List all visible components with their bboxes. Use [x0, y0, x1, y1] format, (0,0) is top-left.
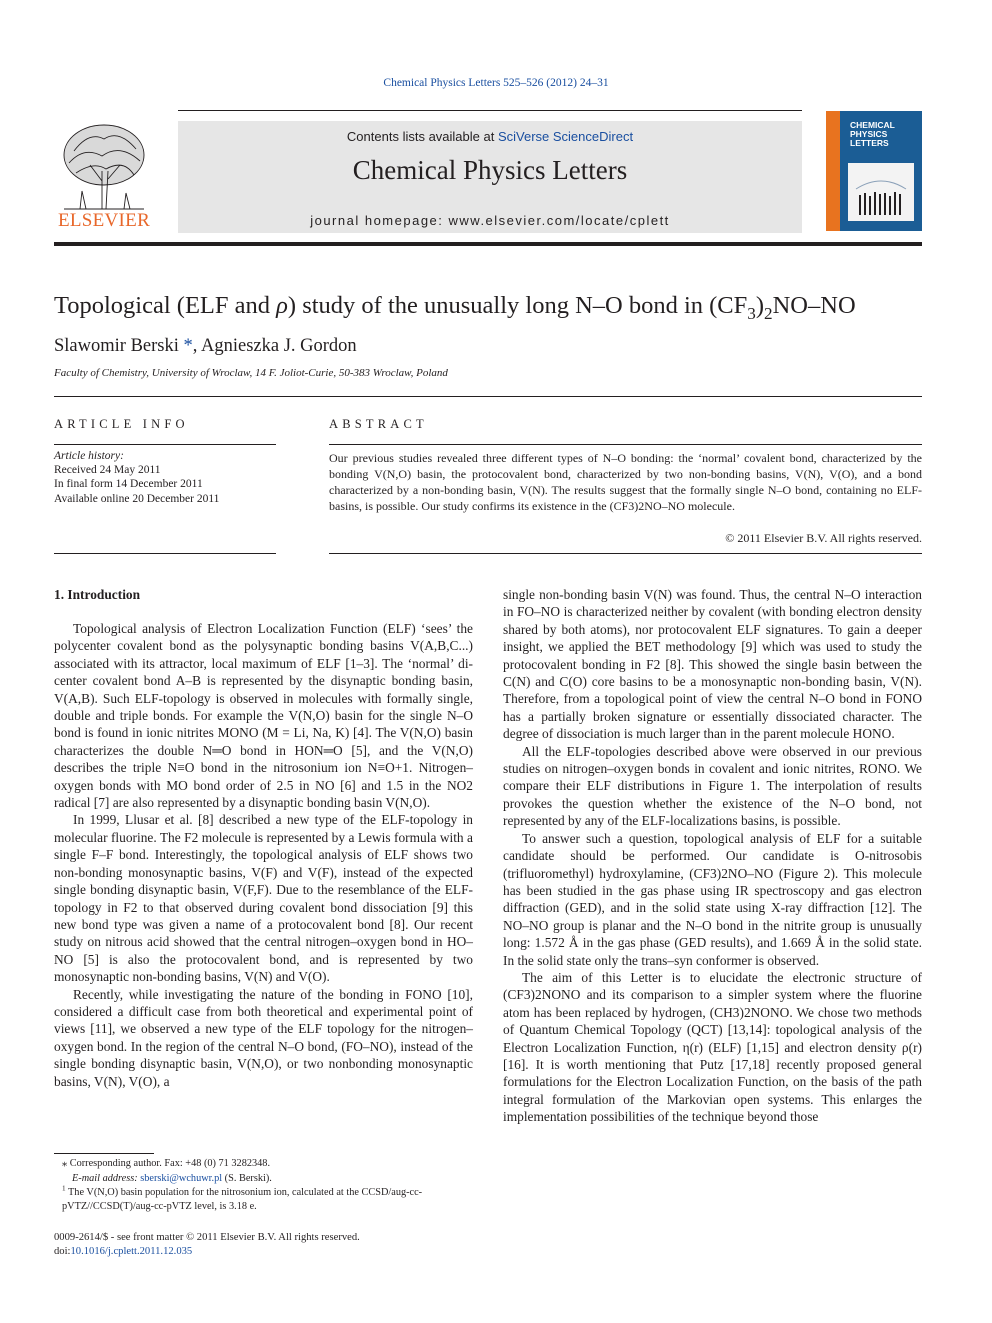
header-rule: [178, 110, 802, 111]
abstract-rule: [329, 444, 922, 445]
author-name: Slawomir Berski: [54, 336, 179, 356]
article-info-rule: [54, 444, 276, 445]
email-note: E-mail address: sberski@wchuwr.pl (S. Berski).: [72, 1173, 272, 1185]
body-column-right: [503, 586, 922, 1126]
section-heading: 1. Introduction: [54, 587, 141, 602]
issn-line: 0009-2614/$ - see front matter © 2011 Elsevier B.V. All rights reserved.: [54, 1232, 360, 1243]
abstract-text: Our previous studies revealed three different types of N–O bonding: the ‘normal’ covalent bond, characterized by the bonding V(N,O) basin, the protocovalent bond, characterized by two non-bonding basins, V(N), V(O), and a bond characterized by a non-bonding basin, V(N). The results suggest that the formally single N–O bond, containing no ELF-basins, is possible. Our study confirms its existence in the (CF3)2NO–NO molecule.: [329, 451, 922, 514]
paragraph: The aim of this Letter is to elucidate the electronic structure of (CF3)2NONO and its comparison to a simpler system where the fluorine atom has been replaced by hydrogen, (CH3)2NONO. We chose two methods of Quantum Chemical Topology (QCT) [13,14]: topological analysis of the Electron Localization Function, η(r) (ELF) [1,15] and electron density ρ(r) [16]. It is worth mentioning that Putz [17,18] recently proposed general formulations for the Electron Localization Function, on the basis of the path integral formulation of the Markovian open systems. This enlarges the implementation possibilities of the technique beyond those: [503, 969, 922, 1125]
paragraph: In 1999, Llusar et al. [8] described a new type of the ELF-topology in molecular fluorine. The F2 molecule is represented by a Lewis formula with a single F–F bond. Interestingly, the topological analysis of ELF shows two non-bonding monosynaptic basins, V(F) and V(F), instead of the expected single bonding disynaptic basin, V(F,F). Due to the resemblance of the ELF-topology in F2 to that observed during covalent bond dissociation [9] this new bond type was given a name of a protocovalent bond [8]. Our recent study on nitrous acid showed that the central nitrogen–oxygen bond in HO–NO [5] is also the protocovalent bond, and is represented by two monosynaptic non-bonding basins, V(N) and V(O).: [54, 812, 473, 985]
footnote-rule: [54, 1153, 154, 1154]
paragraph: Topological analysis of Electron Localization Function (ELF) ‘sees’ the polycenter covalent bond as the polysynaptic bonding basins V(A,B,C...) associated with its attractor, local maximum of ELF [1–3]. The ‘normal’ di-center covalent bond A–B is represented by the disynaptic bonding basin, V(A,B). Such ELF-topology is observed in molecules with formally single, double and triple bonds. For example the V(N,O) basin for the single N–O bond is found in ionic nitrites MONO (M = Li, Na, K) [4]. The V(N,O) basin characterizes the double N═O bond in HON═O [5], and the V(N,O) describes the triple N≡O bond in the nitrosonium ion N≡O+1. Nitrogen–oxygen bonds with MO bond order of 2.5 in NO [6] and 1.5 in the NO2 radical [7] are also represented by a disynaptic bonding basin V(N,O).: [54, 621, 473, 811]
journal-title: Chemical Physics Letters: [352, 155, 628, 185]
cover-strip: [826, 111, 840, 231]
body-column-left: [54, 620, 473, 1090]
author-list: Slawomir Berski *, Agnieszka J. Gordon: [54, 336, 357, 356]
revised-date: In final form 14 December 2011: [54, 478, 203, 491]
footnote-1: $^1$ The V(N,O) basin population for the nitrosonium ion, calculated at the CCSD/aug-cc-pVTZ//CCSD(T)/aug-cc-pVTZ level, is 3.18 e.: [62, 1184, 423, 1212]
footnotes: [54, 1156, 473, 1213]
email-link[interactable]: sberski@wchuwr.pl: [140, 1173, 223, 1185]
doi-link[interactable]: 10.1016/j.cplett.2011.12.035: [70, 1246, 193, 1257]
cover-title: CHEMICAL PHYSICS LETTERS: [850, 120, 895, 148]
contents-prefix: Contents lists available at: [346, 129, 498, 144]
abstract-bottom-rule: [329, 553, 922, 554]
paragraph: Recently, while investigating the nature of the bonding in FONO [10], considered a difficult case from both theoretical and experimental point of views [11], we observed a new type of the ELF topology for the nitrogen–oxygen bond. In the region of the central N–O bond, (FO–NO), instead of the single bonding disynaptic basin, V(N,O), or two nonbonding monosynaptic basins, V(N), V(O), a: [54, 986, 473, 1089]
journal-banner: [178, 121, 802, 233]
article-info-bottom-rule: [54, 553, 276, 554]
journal-homepage[interactable]: journal homepage: www.elsevier.com/locate/cplett: [310, 213, 670, 228]
cover-graphic: [848, 163, 914, 221]
doi-line: doi:10.1016/j.cplett.2011.12.035: [54, 1246, 193, 1257]
journal-reference[interactable]: Chemical Physics Letters 525–526 (2012) 24–31: [383, 77, 609, 89]
elsevier-wordmark: ELSEVIER: [57, 210, 151, 231]
article-history: [54, 449, 276, 506]
sciencedirect-link[interactable]: SciVerse ScienceDirect: [497, 129, 634, 144]
affiliation: Faculty of Chemistry, University of Wroclaw, 14 F. Joliot-Curie, 50-383 Wroclaw, Poland: [54, 367, 448, 379]
contents-line: [178, 129, 802, 144]
header-thick-rule: [54, 242, 922, 246]
author-name: Agnieszka J. Gordon: [200, 336, 357, 356]
corresponding-author-note: ⁎ Corresponding author. Fax: +48 (0) 71 3282348.: [62, 1158, 271, 1169]
abstract-copyright: © 2011 Elsevier B.V. All rights reserved.: [725, 531, 922, 545]
paper-title: Topological (ELF and ρ) study of the unusually long N–O bond in $(CF_3)_2NO-NO$: [54, 292, 856, 323]
paragraph: To answer such a question, topological analysis of ELF for a suitable candidate should be performed. Our candidate is O-nitrosobis (trifluoromethyl) hydroxylamine, (CF3)2NO–NO (Figure 2). This molecule has been studied in the gas phase using IR spectroscopy and gas electron diffraction (GED), and in the solid state using X-ray diffraction [12]. The NO–NO group is planar and the N–O bond in the nitrite group is unusually long: 1.572 Å in the gas phase (GED results), and 1.669 Å in the solid state. In the solid state only the trans–syn conformer is observed.: [503, 830, 922, 968]
front-matter-notes: [54, 1231, 360, 1259]
paragraph: All the ELF-topologies described above were observed in our previous studies on nitrogen–oxygen bonds in covalent and ionic nitrites, RONO. We compare their ELF distributions in Figure 1. The interpolation of results provokes the question whether the existence of the N–O bond, not represented by any of the ELF-localizations basins, is possible.: [503, 743, 922, 829]
journal-cover-thumbnail: [826, 111, 922, 231]
received-date: Received 24 May 2011: [54, 464, 161, 477]
paragraph: single non-bonding basin V(N) was found. Thus, the central N–O interaction in FO–NO is characterized neither by covalent (with bonding electron density shared by both atoms), nor protocovalent ELF signatures. To gain a deeper insight, we applied the BET methodology [9] which was used to study the protocovalent bonding in F2 [8]. This showed the single basin between the C(N) and C(O) core basins to be a monosynaptic non-bonding basin, V(N). Therefore, from a topological point of view the central N–O bond in FONO has a partially broken signature or essentially dissociated character. The degree of dissociation is much larger than in the parent molecule HONO.: [503, 587, 922, 742]
online-date: Available online 20 December 2011: [54, 492, 220, 505]
title-rule: [54, 396, 922, 397]
history-label: Article history:: [54, 450, 124, 462]
article-info-heading: ARTICLE INFO: [54, 417, 189, 431]
abstract-heading: ABSTRACT: [329, 417, 428, 431]
corresponding-author-mark[interactable]: *: [183, 336, 193, 356]
